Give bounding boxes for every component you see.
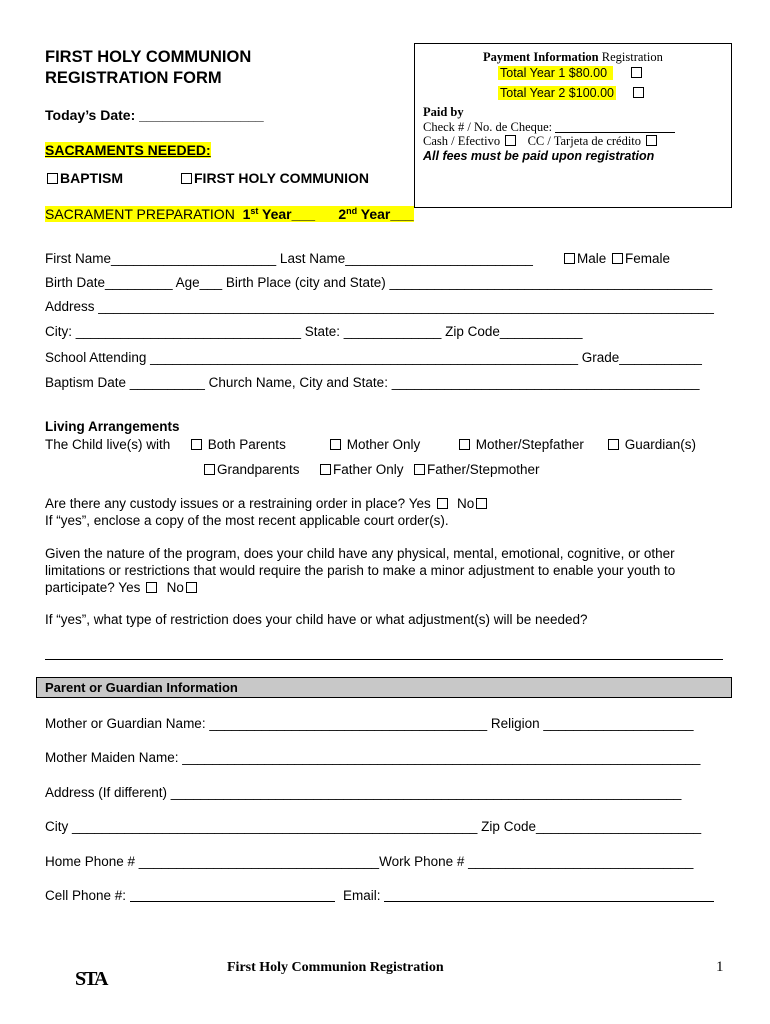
option-mother-stepfather[interactable]: Mother/Stepfather xyxy=(457,437,584,452)
phone-fields[interactable]: Home Phone # ________________________________Work Phone # ______________________________ xyxy=(45,854,694,869)
option-father-only[interactable]: Father Only xyxy=(318,462,404,477)
address-field[interactable]: Address __________________________________________________________________________________ xyxy=(45,299,714,314)
payment-information-box xyxy=(414,43,732,208)
check-number-field[interactable]: Check # / No. de Cheque: xyxy=(423,119,675,135)
program-yes-checkbox[interactable] xyxy=(146,582,157,593)
custody-question: Are there any custody issues or a restraining order in place? Yes No xyxy=(45,496,489,511)
page-number: 1 xyxy=(716,959,724,975)
program-question-line3: participate? Yes No xyxy=(45,580,199,595)
school-grade-fields[interactable]: School Attending _________________________________________________________ Grade___________ xyxy=(45,350,702,365)
father-stepmother-checkbox[interactable] xyxy=(414,464,425,475)
restriction-question: If “yes”, what type of restriction does your child have or what adjustment(s) will be needed? xyxy=(45,612,588,627)
email-field[interactable]: Email: xyxy=(343,888,714,903)
option-both-parents[interactable]: Both Parents xyxy=(189,437,286,452)
cc-checkbox[interactable] xyxy=(646,135,657,146)
year2-fee-checkbox[interactable] xyxy=(633,87,644,98)
mother-maiden-name-field[interactable]: Mother Maiden Name: _____________________________________________________________________ xyxy=(45,750,701,765)
baptism-church-fields[interactable]: Baptism Date __________ Church Name, City and State: _________________________________________ xyxy=(45,375,700,390)
gender-options: Male Female xyxy=(562,251,670,266)
program-question-line2: limitations or restrictions that would require the parish to make a minor adjustment to enable your youth to xyxy=(45,563,676,578)
form-title-line2: REGISTRATION FORM xyxy=(45,69,222,87)
custody-yes-checkbox[interactable] xyxy=(437,498,448,509)
city-state-zip-fields[interactable]: City: ______________________________ State: _____________ Zip Code___________ xyxy=(45,324,583,339)
mother-name-religion-fields[interactable]: Mother or Guardian Name: _____________________________________ Religion ____________________ xyxy=(45,716,694,731)
payment-title: Payment Information Registration xyxy=(483,50,663,64)
year1-fee: Total Year 1 $80.00 xyxy=(498,66,644,80)
year2-fee: Total Year 2 $100.00 xyxy=(498,86,646,100)
lives-with-label: The Child live(s) with xyxy=(45,437,171,452)
sacrament-preparation-row: SACRAMENT PREPARATION 1st Year___ 2nd Year___ xyxy=(45,206,414,222)
baptism-checkbox[interactable] xyxy=(47,173,58,184)
custody-note: If “yes”, enclose a copy of the most recent applicable court order(s). xyxy=(45,513,449,528)
fees-note: All fees must be paid upon registration xyxy=(423,149,655,163)
baptism-option[interactable]: BAPTISM xyxy=(45,170,123,186)
cell-phone-field[interactable]: Cell Phone #: xyxy=(45,888,335,903)
name-fields[interactable]: First Name______________________ Last Name_________________________ xyxy=(45,251,533,266)
year1-fee-checkbox[interactable] xyxy=(631,67,642,78)
parent-guardian-header: Parent or Guardian Information xyxy=(36,677,732,698)
program-no-checkbox[interactable] xyxy=(186,582,197,593)
father-only-checkbox[interactable] xyxy=(320,464,331,475)
restriction-answer-line[interactable] xyxy=(45,646,723,660)
option-guardian[interactable]: Guardian(s) xyxy=(606,437,696,452)
cash-cc-options: Cash / Efectivo CC / Tarjeta de crédito xyxy=(423,134,659,149)
living-arrangements-heading: Living Arrangements xyxy=(45,419,180,434)
mother-only-checkbox[interactable] xyxy=(330,439,341,450)
parent-address-field[interactable]: Address (If different) ____________________________________________________________________ xyxy=(45,785,682,800)
male-checkbox[interactable] xyxy=(564,253,575,264)
first-communion-option[interactable]: FIRST HOLY COMMUNION xyxy=(179,170,369,186)
birth-fields[interactable]: Birth Date_________ Age___ Birth Place (city and State) ___________________________________________ xyxy=(45,275,713,290)
form-title-line1: FIRST HOLY COMMUNION xyxy=(45,48,252,66)
sacraments-needed-label: SACRAMENTS NEEDED: xyxy=(45,142,211,158)
paid-by-label: Paid by xyxy=(423,105,464,119)
grandparents-checkbox[interactable] xyxy=(204,464,215,475)
custody-no-checkbox[interactable] xyxy=(476,498,487,509)
guardian-checkbox[interactable] xyxy=(608,439,619,450)
program-question-line1: Given the nature of the program, does your child have any physical, mental, emotional, cognitive, or other xyxy=(45,546,675,561)
mother-stepfather-checkbox[interactable] xyxy=(459,439,470,450)
female-checkbox[interactable] xyxy=(612,253,623,264)
first-communion-checkbox[interactable] xyxy=(181,173,192,184)
cash-checkbox[interactable] xyxy=(505,135,516,146)
option-mother-only[interactable]: Mother Only xyxy=(328,437,420,452)
option-father-stepmother[interactable]: Father/Stepmother xyxy=(412,462,540,477)
option-grandparents[interactable]: Grandparents xyxy=(202,462,300,477)
parent-city-zip-fields[interactable]: City ______________________________________________________ Zip Code______________________ xyxy=(45,819,702,834)
todays-date-field[interactable]: Today’s Date: ________________ xyxy=(45,107,264,123)
footer-title: First Holy Communion Registration xyxy=(227,960,444,975)
both-parents-checkbox[interactable] xyxy=(191,439,202,450)
parish-logo: STA xyxy=(75,968,107,990)
